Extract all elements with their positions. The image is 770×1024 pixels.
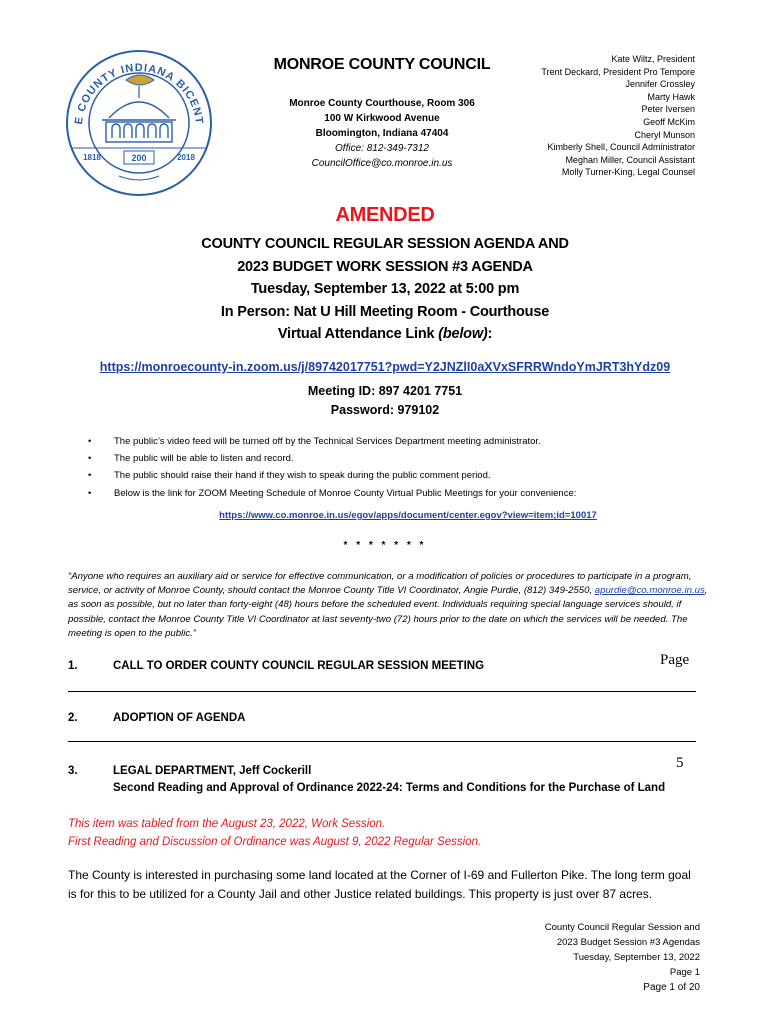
page-footer bbox=[545, 920, 700, 995]
agenda-title-line-1: COUNTY COUNCIL REGULAR SESSION AGENDA AND bbox=[201, 236, 569, 252]
virtual-below: (below) bbox=[438, 326, 488, 342]
bullet-icon: • bbox=[88, 487, 92, 499]
member-name: Cheryl Munson bbox=[634, 129, 695, 140]
amended-heading: AMENDED bbox=[335, 204, 435, 226]
meeting-id: Meeting ID: 897 4201 7751 bbox=[307, 384, 463, 398]
agenda-item-number: 1. bbox=[68, 660, 78, 672]
public-info-bullets bbox=[88, 433, 576, 502]
agenda-title-block bbox=[0, 233, 770, 346]
address-line-3: Bloomington, Indiana 47404 bbox=[315, 128, 449, 139]
bullet-icon: • bbox=[88, 453, 92, 465]
zoom-meeting-link[interactable]: https://monroecounty-in.zoom.us/j/89742017751?pwd=Y2JNZlI0aXVxSFRRWndoYmJRT3hYdz09 bbox=[99, 360, 671, 374]
footer-line-3: Tuesday, September 13, 2022 bbox=[573, 952, 700, 963]
tabled-line: This item was tabled from the August 23, 2022, Work Session. bbox=[68, 818, 386, 830]
coordinator-email-link[interactable]: apurdie@co.monroe.in.us bbox=[594, 585, 705, 597]
member-name: Kate Wiltz, President bbox=[611, 54, 695, 64]
footer-page: Page 1 bbox=[669, 967, 700, 978]
member-name: Kimberly Shell, Council Administrator bbox=[547, 142, 695, 153]
member-name: Geoff McKim bbox=[643, 116, 695, 127]
bullet-text: The public’s video feed will be turned off by the Technical Services Department meeting administrator. bbox=[114, 436, 541, 447]
address-line-1: Monroe County Courthouse, Room 306 bbox=[289, 98, 475, 109]
meeting-credentials bbox=[0, 382, 770, 420]
bullet-item bbox=[88, 433, 576, 450]
first-reading-line: First Reading and Discussion of Ordinance was August 9, 2022 Regular Session. bbox=[68, 836, 482, 848]
member-name: Meghan Miller, Council Assistant bbox=[565, 154, 695, 165]
floating-page-number: 5 bbox=[676, 755, 684, 771]
virtual-attendance-line bbox=[0, 323, 770, 346]
bullet-text: The public should raise their hand if they wish to speak during the public comment period. bbox=[114, 470, 491, 482]
seal-year-right: 2018 bbox=[177, 153, 195, 162]
item-description: The County is interested in purchasing some land located at the Corner of I-69 and Fullerton Pike. The long term goal is for this to be utilized for a County Jail and other Justice related buildings. This property is just over 87 acres. bbox=[68, 868, 691, 901]
section-divider-stars: * * * * * * * bbox=[343, 540, 427, 551]
seal-arc-text: E COUNTY INDIANA BICENT bbox=[73, 61, 205, 126]
virtual-colon: : bbox=[487, 326, 493, 342]
meeting-password: Password: 979102 bbox=[330, 403, 440, 417]
agenda-item-title: ADOPTION OF AGENDA bbox=[113, 712, 246, 724]
ordinance-title: Second Reading and Approval of Ordinance 2022-24: Terms and Conditions for the Purchase of Land bbox=[113, 782, 666, 794]
svg-text:MONROE COUNTY INDIANA BICENTEN bbox=[64, 48, 205, 125]
agenda-item-title: LEGAL DEPARTMENT, Jeff Cockerill bbox=[113, 765, 312, 777]
office-email: CouncilOffice@co.monroe.in.us bbox=[311, 158, 453, 169]
bullet-item bbox=[88, 450, 576, 467]
bullet-icon: • bbox=[88, 436, 92, 447]
address-line-2: 100 W Kirkwood Avenue bbox=[324, 113, 440, 124]
bullet-text: Below is the link for ZOOM Meeting Schedule of Monroe County Virtual Public Meetings for your convenience: bbox=[114, 487, 577, 499]
floating-page-label: Page bbox=[660, 652, 690, 668]
member-name: Molly Turner-King, Legal Counsel bbox=[561, 167, 695, 178]
footer-line-1: County Council Regular Session and bbox=[544, 922, 700, 933]
agenda-item-number: 2. bbox=[68, 712, 78, 724]
member-name: Peter Iversen bbox=[641, 104, 695, 115]
member-name: Marty Hawk bbox=[647, 91, 695, 102]
bullet-item bbox=[88, 467, 576, 484]
agenda-item-number: 3. bbox=[68, 765, 78, 777]
seal-graphic bbox=[64, 48, 214, 198]
separator-line bbox=[68, 741, 696, 742]
council-header bbox=[250, 56, 514, 171]
meeting-datetime: Tuesday, September 13, 2022 at 5:00 pm bbox=[250, 281, 520, 297]
seal-year-center: 200 bbox=[131, 153, 147, 163]
separator-line bbox=[68, 691, 696, 692]
bullet-icon: • bbox=[88, 470, 92, 482]
member-name: Trent Deckard, President Pro Tempore bbox=[541, 66, 695, 77]
meeting-location: In Person: Nat U Hill Meeting Room - Courthouse bbox=[220, 303, 550, 320]
agenda-title-line-2: 2023 BUDGET WORK SESSION #3 AGENDA bbox=[237, 258, 533, 275]
tabled-note bbox=[68, 815, 481, 851]
agenda-item-title: CALL TO ORDER COUNTY COUNCIL REGULAR SESSION MEETING bbox=[113, 660, 485, 672]
member-name: Jennifer Crossley bbox=[625, 79, 695, 90]
footer-page-of: Page 1 of 20 bbox=[643, 982, 700, 993]
council-members-list bbox=[541, 53, 695, 179]
bullet-text: The public will be able to listen and record. bbox=[114, 453, 294, 465]
accessibility-notice bbox=[68, 570, 708, 641]
bicentennial-seal bbox=[64, 48, 214, 198]
meeting-schedule-link[interactable]: https://www.co.monroe.in.us/egov/apps/document/center.egov?view=item;id=10017 bbox=[219, 510, 597, 521]
office-phone: Office: 812-349-7312 bbox=[335, 143, 429, 154]
council-address bbox=[250, 96, 514, 171]
council-title: MONROE COUNTY COUNCIL bbox=[273, 56, 491, 73]
bullet-item bbox=[88, 485, 576, 502]
footer-line-2: 2023 Budget Session #3 Agendas bbox=[556, 937, 700, 948]
seal-year-left: 1818 bbox=[83, 153, 101, 162]
notice-text-1: “Anyone who requires an auxiliary aid or service for effective communication, or a modification of policies or procedures to participate in a program, service, or activity of Monroe County, should contact the Monroe County Title VI Coordinator, Angie Purdie, (812) 349-2550, bbox=[68, 571, 692, 597]
virtual-label: Virtual Attendance Link bbox=[277, 326, 439, 342]
notice-text-2: , as soon as possible, but no later than forty-eight (48) hours before the scheduled event. Individuals requiring special language services should, if possible, contact the Monroe County Title VI Coordinator at last seventy-two (72) hours prior to the date on which the services will be needed. The meeting is open to the public.” bbox=[68, 585, 708, 639]
